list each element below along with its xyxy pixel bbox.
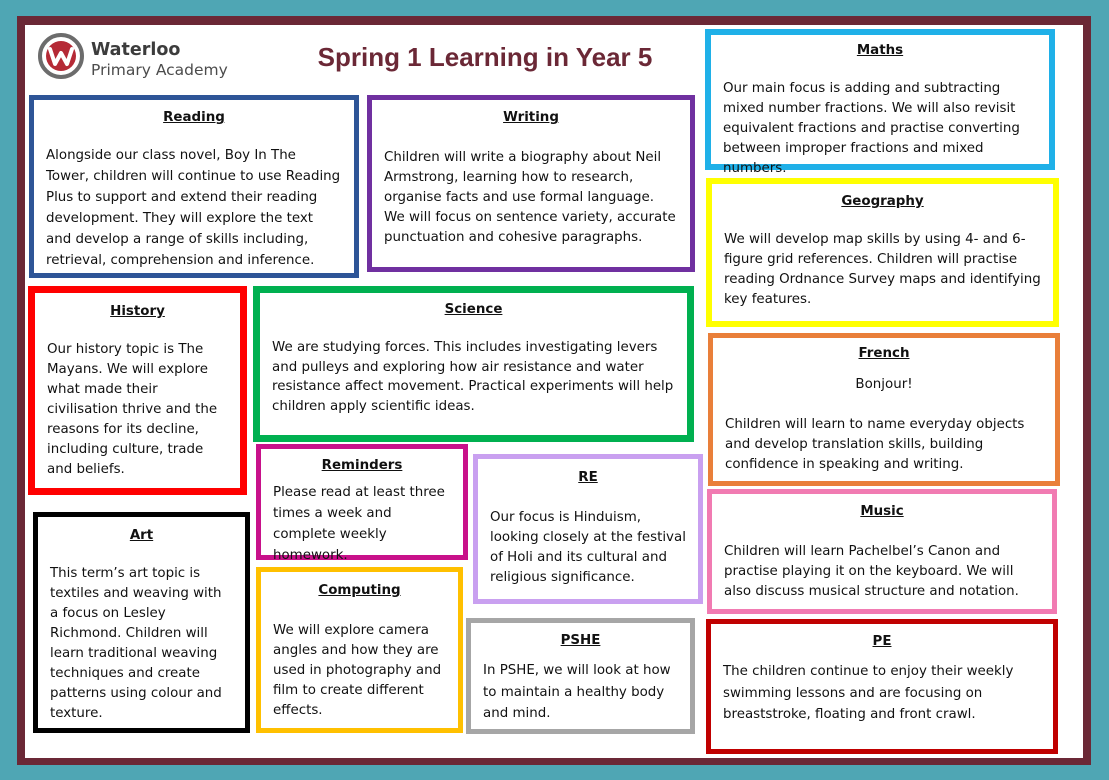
music-panel [707, 489, 1057, 614]
geography-heading: Geography [841, 194, 924, 209]
school-subtitle: Primary Academy [91, 61, 228, 79]
re-panel [473, 454, 703, 604]
re-text: Our focus is Hinduism, looking closely at the festival of Holi and its cultural and religious significance. [490, 510, 686, 585]
pe-heading: PE [872, 634, 892, 649]
music-heading: Music [860, 504, 904, 519]
reading-heading: Reading [163, 110, 225, 125]
history-heading: History [110, 304, 165, 319]
pe-text: The children continue to enjoy their weekly swimming lessons and are focusing on breaststroke, floating and front crawl. [723, 664, 1014, 722]
maths-text: Our main focus is adding and subtracting mixed number fractions. We will also revisit equivalent fractions and practise converting between improper fractions and mixed numbers. [723, 81, 1020, 176]
school-name: Waterloo [91, 40, 181, 60]
maths-heading: Maths [856, 43, 904, 58]
maths-panel [705, 29, 1055, 176]
writing-text: Children will write a biography about Neil Armstrong, learning how to research, organise facts and use formal language. We will focus on sentence variety, accurate punctuation and cohesive paragraphs. [384, 150, 676, 245]
music-text: Children will learn Pachelbel’s Canon and practise playing it on the keyboard. We will also discuss musical structure and notation. [724, 544, 1019, 599]
pshe-heading: PSHE [560, 633, 601, 648]
art-panel [33, 512, 250, 733]
computing-text: We will explore camera angles and how they are used in photography and film to create different effects. [273, 623, 442, 718]
reminders-panel [256, 444, 468, 563]
reading-panel [29, 95, 359, 278]
writing-heading: Writing [503, 110, 559, 125]
french-greeting: Bonjour! [855, 377, 913, 392]
page-title: Spring 1 Learning in Year 5 [317, 42, 653, 72]
science-text: We are studying forces. This includes investigating levers and pulleys and exploring how air resistance and water resistance affect movement. Practical experiments will help children apply scientific ideas. [272, 340, 674, 414]
computing-heading: Computing [318, 583, 401, 598]
reminders-heading: Reminders [321, 458, 403, 473]
pshe-text: In PSHE, we will look at how to maintain a healthy body and mind. [483, 663, 671, 721]
re-heading: RE [578, 470, 598, 485]
art-text: This term’s art topic is textiles and weaving with a focus on Lesley Richmond. Children will learn traditional weaving techniques and create patterns using colour and texture. [50, 566, 222, 721]
school-logo [37, 30, 247, 82]
computing-panel [256, 567, 463, 733]
art-heading: Art [129, 528, 154, 543]
history-text: Our history topic is The Mayans. We will explore what made their civilisation thrive and the reasons for its decline, including culture, trade and beliefs. [47, 342, 218, 477]
reminders-text: Please read at least three times a week and complete weekly homework. [273, 485, 445, 563]
geography-panel [706, 178, 1059, 327]
french-heading: French [858, 346, 910, 361]
french-panel [708, 333, 1060, 486]
science-panel [253, 286, 694, 442]
french-text: Children will learn to name everyday objects and develop translation skills, building confidence in speaking and writing. [725, 417, 1025, 472]
reading-text: Alongside our class novel, Boy In The Tower, children will continue to use Reading Plus to support and extend their reading development. They will explore the text and develop a range of skills including, retrieval, comprehension and inference. [46, 148, 341, 268]
writing-panel [367, 95, 695, 272]
history-panel [28, 286, 247, 495]
pshe-panel [466, 618, 695, 734]
geography-text: We will develop map skills by using 4- and 6-figure grid references. Children will practise reading Ordnance Survey maps and identifying key features. [724, 232, 1041, 307]
school-logo-icon [37, 32, 85, 80]
pe-panel [706, 619, 1058, 754]
science-heading: Science [444, 302, 503, 317]
